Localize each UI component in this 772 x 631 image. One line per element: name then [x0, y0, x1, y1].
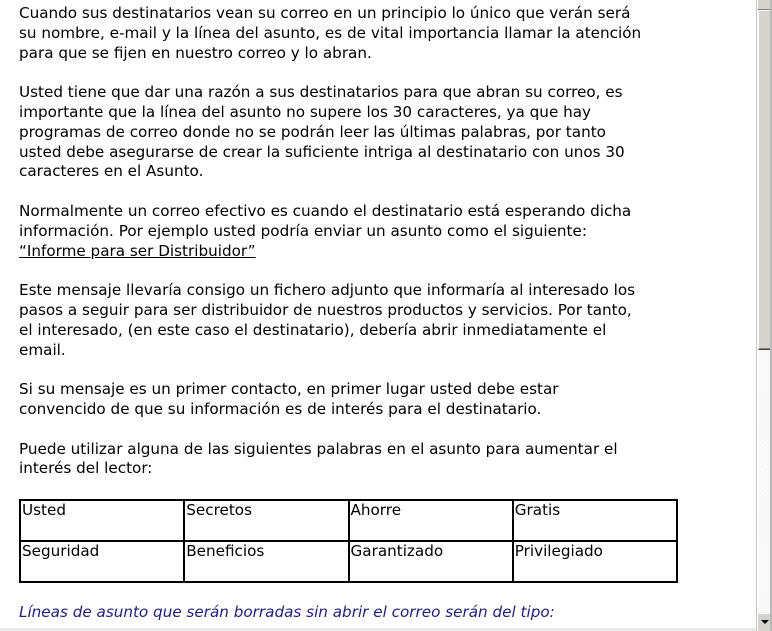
paragraph-line: Cuando sus destinatarios vean su correo en un principio lo único que verán será	[19, 4, 631, 22]
paragraph-line: usted debe asegurarse de crear la suficiente intriga al destinatario con unos 30	[19, 142, 625, 161]
table-row	[20, 500, 677, 541]
paragraph-effective-mail	[19, 202, 744, 261]
paragraph-line: caracteres en el Asunto.	[19, 162, 204, 181]
paragraph-line: Si su mensaje es un primer contacto, en primer lugar usted debe estar	[19, 380, 559, 399]
paragraph-line: Puede utilizar alguna de las siguientes palabras en el asunto para aumentar el	[19, 439, 618, 458]
paragraph-line: Normalmente un correo efectivo es cuando el destinatario está esperando dicha	[19, 201, 632, 220]
paragraph-keywords-intro	[19, 440, 744, 480]
table-cell: Privilegiado	[513, 541, 677, 582]
table-cell: Gratis	[513, 500, 677, 541]
paragraph-line: su nombre, e-mail y la línea del asunto, es de vital importancia llamar la atención	[19, 23, 642, 42]
paragraph-line: para que se fijen en nuestro correo y lo abran.	[19, 43, 372, 62]
paragraph-line: el interesado, (en este caso el destinatario), debería abrir inmediatamente el	[19, 320, 607, 339]
paragraph-line: pasos a seguir para ser distribuidor de nuestros productos y servicios. Por tanto,	[19, 300, 632, 319]
paragraph-line: programas de correo donde no se podrán leer las últimas palabras, por tanto	[19, 122, 606, 141]
subject-example-link[interactable]: “Informe para ser Distribuidor”	[19, 241, 256, 260]
paragraph-subject-length	[19, 83, 744, 182]
deleted-subjects-heading: Líneas de asunto que serán borradas sin abrir el correo serán del tipo:	[19, 602, 555, 621]
paragraph-line: importante que la línea del asunto no supere los 30 caracteres, ya que hay	[19, 102, 592, 121]
table-cell: Ahorre	[349, 500, 513, 541]
keywords-table	[19, 499, 678, 583]
paragraph-line: convencido de que su información es de interés para el destinatario.	[19, 399, 542, 418]
table-cell: Secretos	[184, 500, 348, 541]
paragraph-line: información. Por ejemplo usted podría enviar un asunto como el siguiente:	[19, 221, 587, 240]
table-row	[20, 541, 677, 582]
table-cell: Seguridad	[20, 541, 184, 582]
paragraph-line: Usted tiene que dar una razón a sus destinatarios para que abran su correo, es	[19, 83, 623, 102]
table-cell: Beneficios	[184, 541, 348, 582]
paragraph-attachment	[19, 281, 744, 360]
paragraph-intro	[19, 4, 744, 63]
paragraph-line: interés del lector:	[19, 459, 153, 478]
table-cell: Garantizado	[349, 541, 513, 582]
paragraph-line: email.	[19, 340, 66, 359]
paragraph-line: Este mensaje llevaría consigo un fichero adjunto que informaría al interesado los	[19, 281, 636, 300]
table-cell: Usted	[20, 500, 184, 541]
paragraph-first-contact	[19, 380, 744, 420]
article-body	[19, 4, 744, 623]
